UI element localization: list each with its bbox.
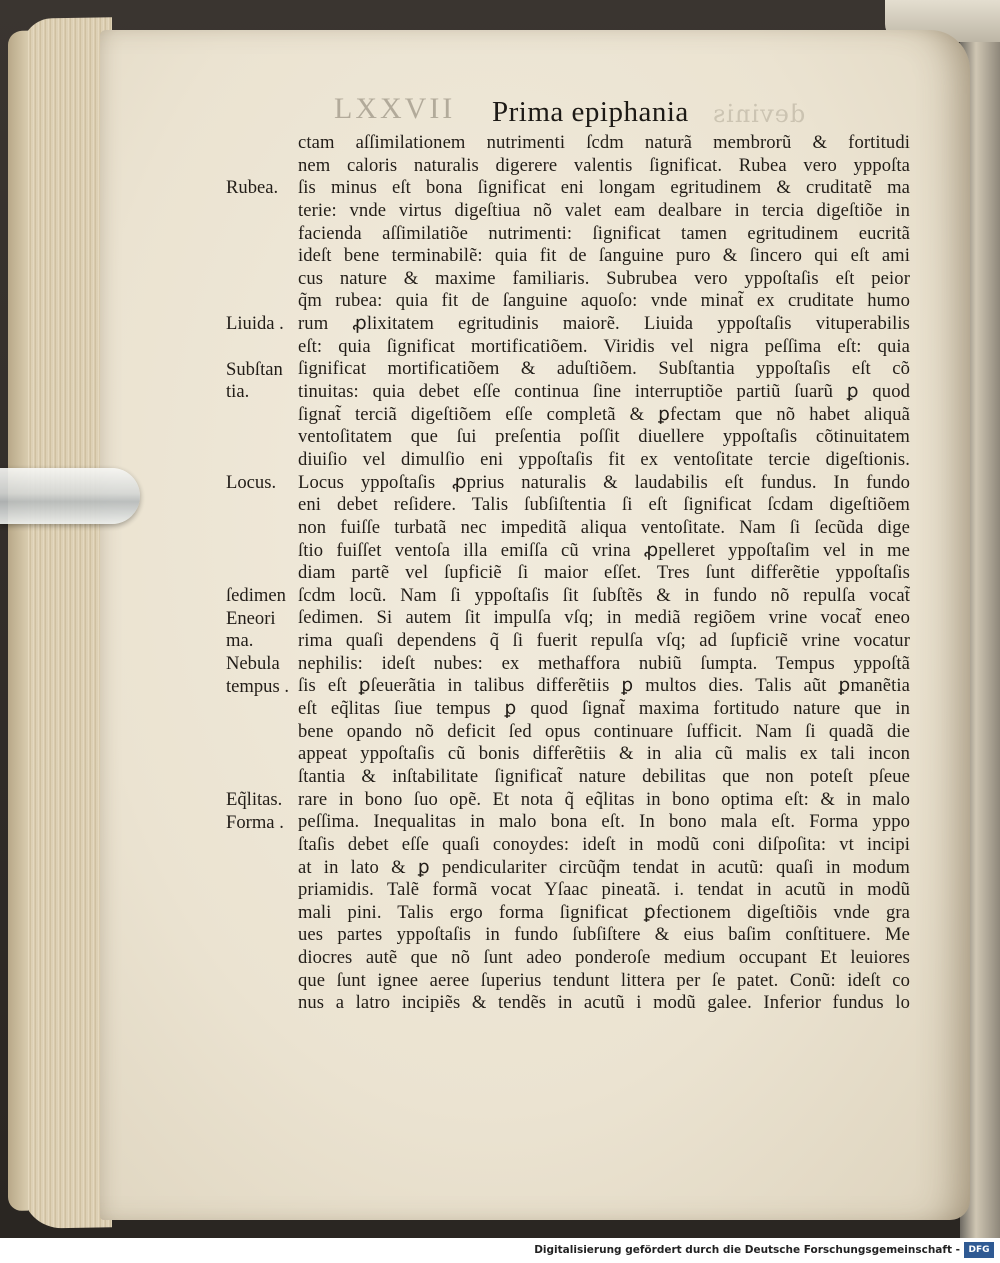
text-line: ſignificat mortificatiõem & aduſtiõem. Subſtantia yppoſtaſis eſt cõ: [298, 358, 910, 380]
text-line: eſt: quia ſignificat mortificatiõem. Viridis vel nigra peſſima eſt: quia: [298, 335, 910, 357]
glass-page-clip: [0, 468, 140, 524]
text-line: diocres autẽ que nõ ſunt adeo ponderoſe medium occupant Et leuiores: [298, 947, 910, 969]
text-line: rum ꝓlixitatem egritudinis maiorẽ. Liuida yppoſtaſis vituperabilis: [298, 313, 910, 335]
text-line: diuiſio vel dimulſio eni yppoſtaſis fit ex ventoſitate tercie digeſtionis.: [298, 448, 910, 470]
margin-note: tia.: [226, 381, 250, 403]
text-line: ues partes yppoſtaſis in fundo ſubſiſtere & eius baſim conſtituere. Me: [298, 924, 910, 946]
margin-note: ſedimen: [226, 585, 286, 606]
text-line: ſtaſis debet eſſe quaſi conoydes: ideſt in modũ coni diſpoſita: vt incipi: [298, 833, 910, 855]
margin-note: Eneori: [226, 607, 276, 629]
text-line: at in lato & ꝑ pendiculariter circũq̃m tendat in acutũ: quaſi in modum: [298, 856, 910, 878]
text-line: terie: vnde virtus digeſtiua nõ valet eam dealbare in tercia digeſtiõe in: [298, 199, 910, 221]
text-line: rare in bono ſuo opẽ. Et nota q̃ eq̃litas in bono optima eſt: & in malo: [298, 788, 910, 810]
show-through-text: devinis: [712, 100, 806, 128]
text-line: appeat yppoſtaſis cũ bonis differẽtiis & in alia cũ malis ex tali incon: [298, 743, 910, 765]
body-text: [298, 132, 910, 1015]
text-line: ſedimen. Si autem ſit impulſa vſq; in mediã regiõem vrine vocat̃ eneo: [298, 607, 910, 629]
text-line: bene opando nõ deficit ſed opus continuare ſufficit. Nam ſi quadã die: [298, 720, 910, 742]
text-line: diam partẽ vel ſupficiẽ ſi maior eſſet. Tres ſunt differẽtie yppoſtaſis: [298, 562, 910, 584]
text-line: mali pini. Talis ergo forma ſignificat ꝑfectionem digeſtiõis vnde gra: [298, 901, 910, 923]
text-line: que ſunt ignee aeree ſuperius tendunt littera per ſe patet. Conũ: ideſt co: [298, 969, 910, 991]
margin-note: Locus.: [226, 471, 277, 493]
text-line: priamidis. Talẽ formã vocat Yſaac pineatã. i. tendat in acutũ in modũ: [298, 879, 910, 901]
text-line: ſtio fuiſſet ventoſa illa emiſſa cũ vrina ꝓpelleret yppoſtaſim vel in me: [298, 539, 910, 561]
margin-note: Subſtan: [226, 358, 283, 380]
text-line: tinuitas: quia debet eſſe continua ſine interruptiõe partiũ ſuarũ ꝑ quod: [298, 381, 910, 403]
running-head: Prima epiphania: [492, 96, 689, 128]
margin-note: Rubea.: [226, 177, 279, 199]
text-line: ctam aſſimilationem nutrimenti ſcdm naturã membrorũ & fortitudi: [298, 132, 910, 153]
text-line: non fuiſſe turbatã nec impeditã aliqua ventoſitate. Nam ſi ſecũda dige: [298, 516, 910, 538]
margin-note: Liuida .: [226, 313, 284, 335]
text-line: ſcdm locũ. Nam ſi yppoſtaſis ſit ſubſtẽs & in fundo nõ repulſa vocat̃: [298, 584, 910, 606]
text-line: nem caloris naturalis digerere valentis ſignificat. Rubea vero yppoſta: [298, 154, 910, 176]
text-line: ventoſitatem que ſui preſentia poſſit diuellere yppoſtaſis cõtinuitatem: [298, 426, 910, 448]
margin-note: ma.: [226, 630, 254, 652]
text-line: q̃m rubea: quia fit de ſanguine aquoſo: vnde minat̃ ex cruditate humo: [298, 290, 910, 312]
text-line: ſis eſt ꝑſeuerãtia in talibus differẽtiis ꝑ multos dies. Talis aũt ꝑmanẽtia: [298, 675, 910, 697]
dfg-logo: DFG: [964, 1242, 994, 1258]
text-line: peſſima. Inequalitas in malo bona eſt. In bono mala eſt. Forma yppo: [298, 811, 910, 833]
text-line: eſt eq̃litas ſiue tempus ꝑ quod ſignat̃ maxima fortitudo nature que in: [298, 698, 910, 720]
funding-credit: Digitalisierung gefördert durch die Deutsche Forschungsgemeinschaft -: [534, 1244, 960, 1256]
text-line: ſignat̃ terciã digeſtiõem eſſe completã & ꝑfectam que nõ habet aliquã: [298, 403, 910, 425]
text-line: nus a latro incipiẽs & tendẽs in acutũ i modũ galee. Inferior fundus lo: [298, 992, 910, 1014]
folio-number: LXXVII: [334, 92, 456, 125]
text-line: cus nature & maxime familiaris. Subrubea vero yppoſtaſis eſt peior: [298, 267, 910, 289]
page-edges: [22, 17, 112, 1229]
text-line: facienda aſſimilatiõe nutrimenti: ſignificat tamen egritudinem eucritã: [298, 222, 910, 244]
text-line: ideſt bene terminabilẽ: quia fit de ſanguine puro & ſincero qui eſt ami: [298, 245, 910, 267]
text-line: nephilis: ideſt nubes: ex methaffora nubiũ ſumpta. Tempus yppoſtã: [298, 652, 910, 674]
text-line: ſtantia & inſtabilitate ſignificat̃ nature debilitas que non poteſt pſeue: [298, 765, 910, 787]
footer-bar: [0, 1238, 1000, 1263]
text-line: eni debet reſidere. Talis ſubſiſtentia ſi eſt ſignificat ſcdam digeſtiõem: [298, 494, 910, 516]
margin-note: Forma .: [226, 811, 284, 833]
margin-note: Nebula: [226, 652, 280, 674]
margin-note: tempus .: [226, 675, 290, 697]
text-line: Locus yppoſtaſis ꝓprius naturalis & laudabilis eſt fundus. In fundo: [298, 471, 910, 493]
margin-note: Eq̃litas.: [226, 788, 283, 810]
text-line: rima quaſi dependens q̃ ſi fuerit repulſa vſq; ad ſupficiẽ vrine vocatur: [298, 630, 910, 652]
text-line: ſis minus eſt bona ſignificat eni longam egritudinem & cruditatẽ ma: [298, 177, 910, 199]
